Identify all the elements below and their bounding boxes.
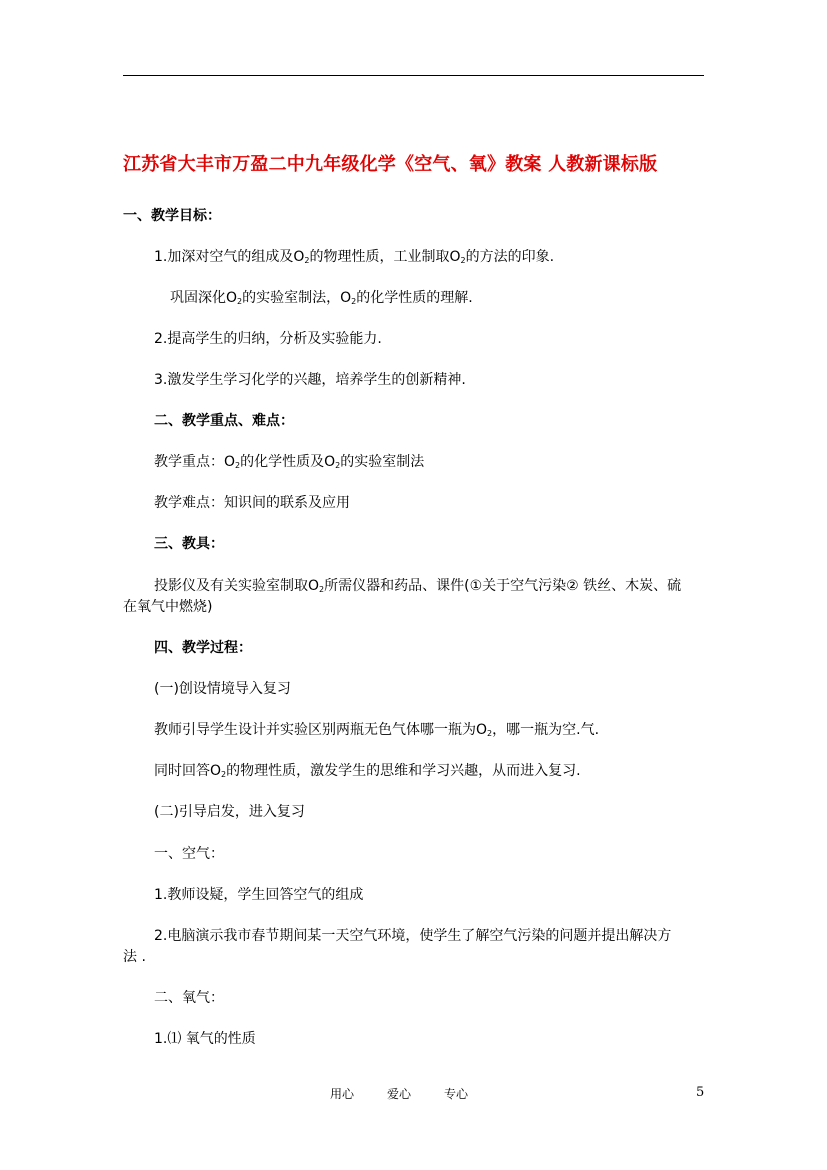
section-heading-objectives: 一、教学目标： bbox=[123, 208, 221, 224]
o2-formula: $O_2$ bbox=[340, 290, 357, 306]
section-heading-process: 四、教学过程： bbox=[154, 640, 252, 656]
subheading-oxygen: 二、氧气： bbox=[154, 990, 224, 1006]
document-title: 江苏省大丰市万盈二中九年级化学《空气、氧》教案 人教新课标版 bbox=[123, 154, 658, 175]
air-item-2-line-2: 法 . bbox=[123, 949, 146, 965]
o2-formula: $O_2$ bbox=[449, 249, 466, 265]
o2-formula: $O_2$ bbox=[224, 454, 241, 470]
objective-1-continued: 巩固深化$O_2$的实验室制法，$O_2$的化学性质的理解. bbox=[170, 290, 473, 306]
air-item-2-line-1: 2.电脑演示我市春节期间某一天空气环境，使学生了解空气污染的问题并提出解决方 bbox=[154, 928, 672, 944]
o2-formula: $O_2$ bbox=[226, 290, 243, 306]
o2-formula: $O_2$ bbox=[324, 454, 341, 470]
teaching-aids-line-1: 投影仪及有关实验室制取$O_2$所需仪器和药品、课件(①关于空气污染② 铁丝、木炭、硫 bbox=[154, 578, 682, 594]
oxygen-item-1: 1.⑴ 氧气的性质 bbox=[154, 1031, 256, 1047]
o2-formula: $O_2$ bbox=[476, 722, 493, 738]
objective-1: 1.加深对空气的组成及$O_2$的物理性质，工业制取$O_2$的方法的印象. bbox=[154, 249, 555, 265]
objective-3: 3.激发学生学习化学的兴趣，培养学生的创新精神. bbox=[154, 372, 466, 388]
header-rule bbox=[123, 75, 704, 76]
page-number: 5 bbox=[696, 1085, 705, 1100]
o2-formula: $O_2$ bbox=[293, 249, 310, 265]
section-heading-key-points: 二、教学重点、难点： bbox=[154, 413, 294, 429]
process-step-1: (一)创设情境导入复习 bbox=[154, 681, 291, 697]
subheading-air: 一、空气： bbox=[154, 846, 224, 862]
o2-formula: $O_2$ bbox=[210, 763, 227, 779]
footer-text-3: 专心 bbox=[444, 1087, 469, 1101]
key-point: 教学重点：$O_2$的化学性质及$O_2$的实验室制法 bbox=[154, 454, 425, 470]
process-step-2: (二)引导启发，进入复习 bbox=[154, 804, 305, 820]
difficult-point: 教学难点：知识间的联系及应用 bbox=[154, 495, 350, 511]
air-item-1: 1.教师设疑，学生回答空气的组成 bbox=[154, 887, 364, 903]
teaching-aids-line-2: 在氧气中燃烧) bbox=[123, 599, 213, 615]
o2-formula: $O_2$ bbox=[308, 578, 325, 594]
process-paragraph-1: 教师引导学生设计并实验区别两瓶无色气体哪一瓶为$O_2$，哪一瓶为空.气. bbox=[154, 722, 600, 738]
footer-text-2: 爱心 bbox=[387, 1087, 412, 1101]
footer-text-1: 用心 bbox=[330, 1087, 355, 1101]
section-heading-teaching-aids: 三、教具： bbox=[154, 536, 224, 552]
process-paragraph-2: 同时回答$O_2$的物理性质，激发学生的思维和学习兴趣，从而进入复习. bbox=[154, 763, 581, 779]
objective-2: 2.提高学生的归纳，分析及实验能力. bbox=[154, 331, 382, 347]
